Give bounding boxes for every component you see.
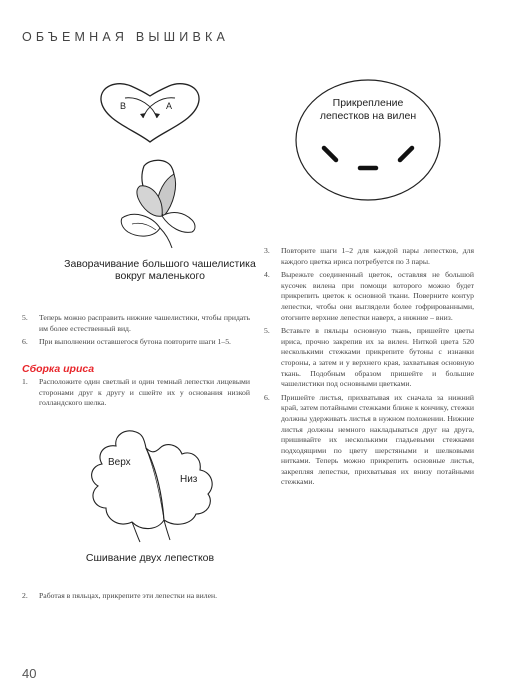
list-item bbox=[264, 326, 474, 390]
running-header: ОБЪЕМНАЯ ВЫШИВКА bbox=[22, 30, 230, 44]
item-number: 1. bbox=[22, 377, 28, 386]
list-item bbox=[22, 591, 250, 602]
item-text: Расположите один светлый и один темный лепестки лицевыми сторонами друг к другу и сшейте их у основания низкой голландского шелка. bbox=[39, 377, 250, 408]
heart-label-b: B bbox=[120, 101, 127, 111]
item-number: 6. bbox=[264, 392, 270, 402]
heart-label-a: A bbox=[166, 101, 173, 111]
oval-caption bbox=[308, 97, 428, 123]
item-text: При выполнении оставшегося бутона повторите шаги 1–5. bbox=[39, 337, 231, 347]
page-number: 40 bbox=[22, 666, 37, 681]
item-number: 5. bbox=[22, 313, 28, 322]
item-text: Теперь можно расправить нижние чашелистики, чтобы придать им более естественный вид. bbox=[39, 313, 250, 333]
left-column-bottom bbox=[22, 591, 250, 605]
vilene-oval-diagram bbox=[290, 75, 446, 205]
sewing-caption: Сшивание двух лепестков bbox=[85, 552, 215, 564]
item-number: 6. bbox=[22, 337, 28, 347]
list-item bbox=[264, 270, 474, 323]
oval-caption-line-1: Прикрепление bbox=[332, 97, 404, 109]
wrap-caption-line-2: вокруг маленького bbox=[115, 270, 205, 282]
item-text: Повторите шаги 1–2 для каждой пары лепестков, для каждого цветка ириса потребуется по 3 пары. bbox=[281, 246, 474, 266]
item-text: Вставьте в пяльцы основную ткань, пришейте цветы ириса, прочно закрепив их за вилен. Ниткой цвета 520 несколькими стежками прикрепите бутоны с изнанки стороны, а затем и у верхнего края, захватывая основную ткань. Подобным образом пришейте и большие чашелистики под основными цветками. bbox=[281, 326, 474, 389]
right-column bbox=[264, 246, 474, 491]
section-title: Сборка ириса bbox=[22, 363, 95, 375]
wrap-caption bbox=[40, 258, 280, 282]
item-text: Вырежьте соединенный цветок, оставляя не большой кусочек вилена при помощи которого можно будет прикрепить цветок к основной ткани. Поверните контур лепестки, чтобы они выглядели более гофрированными, отогните верхние лепестки наверх, а нижние – вниз. bbox=[281, 270, 474, 322]
item-text: Пришейте листья, прихватывая их сначала за нижний край, затем потайными стежками ближе к кончику, стежки должны удерживать листья в нужном положении. Нижние листья должны немного накладываться друг на друга, пришивайте их несколькими гладьевыми стежками подходящими по цвету шерстяными и шелковыми нитками. Теперь можно прикрепить основные листья, закрепляя лепестки, прихватывая их внизу потайными стежками. bbox=[281, 392, 474, 487]
list-item bbox=[22, 377, 250, 409]
item-number: 2. bbox=[22, 591, 28, 600]
heart-diagram bbox=[95, 78, 205, 146]
item-number: 5. bbox=[264, 326, 270, 336]
left-column-top bbox=[22, 313, 250, 351]
petal-sewing-illustration bbox=[76, 424, 226, 544]
petal-label-bottom: Низ bbox=[180, 474, 198, 485]
petal-label-top: Верх bbox=[108, 457, 131, 468]
oval-caption-line-2: лепестков на вилен bbox=[319, 110, 417, 122]
item-number: 3. bbox=[264, 246, 270, 255]
item-number: 4. bbox=[264, 270, 270, 280]
list-item bbox=[22, 337, 250, 348]
list-item bbox=[264, 393, 474, 488]
list-item bbox=[264, 246, 474, 267]
sepal-wrap-illustration bbox=[112, 152, 212, 252]
left-column-mid bbox=[22, 377, 250, 412]
wrap-caption-line-1: Заворачивание большого чашелистика bbox=[64, 258, 256, 270]
list-item bbox=[22, 313, 250, 334]
item-text: Работая в пяльцах, прикрепите эти лепестки на вилен. bbox=[39, 591, 218, 600]
